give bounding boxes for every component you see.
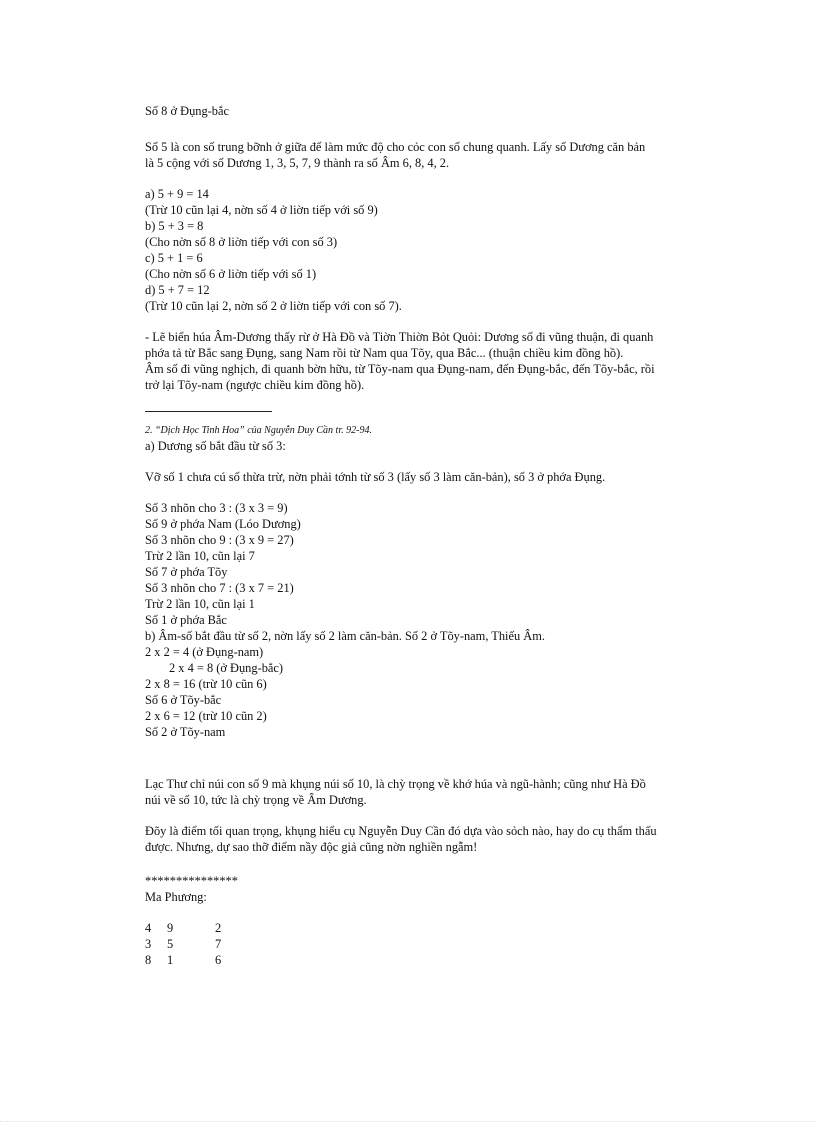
page-bottom-edge xyxy=(0,1121,816,1122)
document-page xyxy=(145,103,700,968)
calc-note: (Cho nờn số 6 ở liờn tiếp với số 1) xyxy=(145,267,317,281)
calc-line: Số 7 ở phớa Tõy xyxy=(145,565,228,579)
paragraph-line: phớa tả từ Bắc sang Đụng, sang Nam rồi từ Nam qua Tõy, qua Bắc... (thuận chiều kim đồng hồ). xyxy=(145,346,624,360)
magic-square-cell: 1 xyxy=(167,953,174,967)
magic-square-cell: 6 xyxy=(215,953,222,967)
calc-line: 2 x 4 = 8 (ở Đụng-bắc) xyxy=(169,661,284,675)
paragraph-line: Số 5 là con số trung bỡnh ở giữa để làm mức độ cho cỏc con số chung quanh. Lấy số Dương căn bản xyxy=(145,140,646,154)
calc-line: 2 x 6 = 12 (trừ 10 cũn 2) xyxy=(145,709,267,723)
calc-line: Số 9 ở phớa Nam (Lóo Dương) xyxy=(145,517,301,531)
calc-line: Số 6 ở Tõy-bắc xyxy=(145,693,222,707)
calc-line: c) 5 + 1 = 6 xyxy=(145,251,203,265)
calc-line: d) 5 + 7 = 12 xyxy=(145,283,210,297)
paragraph-line: Âm số đi vũng nghịch, đi quanh bờn hữu, từ Tõy-nam qua Đụng-nam, đến Đụng-bắc, đến Tõy-bắc, rồi xyxy=(145,362,655,376)
paragraph-line: - Lẽ biến húa Âm-Dương thấy rừ ở Hà Đồ và Tiờn Thiờn Bỏt Quỏi: Dương số đi vũng thuận, đi quanh xyxy=(145,330,654,344)
calc-note: (Trừ 10 cũn lại 2, nờn số 2 ở liờn tiếp với con số 7). xyxy=(145,299,402,313)
magic-square-cell: 7 xyxy=(215,937,222,951)
calc-line: Số 3 nhõn cho 3 : (3 x 3 = 9) xyxy=(145,501,288,515)
calc-line: Trừ 2 lần 10, cũn lại 7 xyxy=(145,549,255,563)
text-line: Số 8 ở Đụng-bắc xyxy=(145,104,229,118)
magic-square-cell: 3 xyxy=(145,937,152,951)
magic-square-row xyxy=(145,952,700,968)
calc-line: 2 x 2 = 4 (ở Đụng-nam) xyxy=(145,645,264,659)
paragraph-line: là 5 cộng với số Dương 1, 3, 5, 7, 9 thành ra số Âm 6, 8, 4, 2. xyxy=(145,156,450,170)
calc-line: Số 3 nhõn cho 7 : (3 x 7 = 21) xyxy=(145,581,294,595)
paragraph-line: núi về số 10, tức là chỳ trọng về Âm Dương. xyxy=(145,793,367,807)
footnote: 2. “Dịch Học Tinh Hoa” của Nguyễn Duy Cần tr. 92-94. xyxy=(145,425,372,436)
magic-square-cell: 2 xyxy=(215,921,222,935)
magic-square-cell: 5 xyxy=(167,937,174,951)
magic-square-cell: 8 xyxy=(145,953,152,967)
separator-stars: *************** xyxy=(145,874,238,888)
paragraph-line: được. Nhưng, dự sao thỡ điểm nầy độc giả cũng nờn nghiền ngẫm! xyxy=(145,840,478,854)
magic-square-cell: 4 xyxy=(145,921,152,935)
calc-line: Số 3 nhõn cho 9 : (3 x 9 = 27) xyxy=(145,533,294,547)
calc-line: Trừ 2 lần 10, cũn lại 1 xyxy=(145,597,255,611)
magic-square-row xyxy=(145,920,700,936)
calc-line: Số 1 ở phớa Bắc xyxy=(145,613,227,627)
calc-line: a) 5 + 9 = 14 xyxy=(145,187,209,201)
calc-line: b) 5 + 3 = 8 xyxy=(145,219,204,233)
calc-line: b) Âm-số bắt đầu từ số 2, nờn lấy số 2 làm căn-bản. Số 2 ở Tõy-nam, Thiếu Âm. xyxy=(145,629,545,643)
paragraph-line: Lạc Thư chỉ núi con số 9 mà khụng núi số 10, là chỳ trọng về khớ húa và ngũ-hành; cũng như Hà Đồ xyxy=(145,777,646,791)
calc-line: Số 2 ở Tõy-nam xyxy=(145,725,226,739)
magic-square-row xyxy=(145,936,700,952)
calc-note: (Trừ 10 cũn lại 4, nờn số 4 ở liờn tiếp với số 9) xyxy=(145,203,378,217)
calc-note: (Cho nờn số 8 ở liờn tiếp với con số 3) xyxy=(145,235,338,249)
magic-square xyxy=(145,920,700,968)
paragraph-line: Vỡ số 1 chưa cú số thừa trừ, nờn phải tớnh từ số 3 (lấy số 3 làm căn-bản), số 3 ở phớa Đụng. xyxy=(145,470,606,484)
paragraph-line: trở lại Tõy-nam (ngược chiều kim đồng hồ). xyxy=(145,378,365,392)
paragraph-line: Đõy là điểm tối quan trọng, khụng hiểu cụ Nguyễn Duy Cần đó dựa vào sỏch nào, hay do cụ thẩm thấu xyxy=(145,824,657,838)
text-line: Ma Phương: xyxy=(145,890,207,904)
magic-square-cell: 9 xyxy=(167,921,174,935)
calc-line: 2 x 8 = 16 (trừ 10 cũn 6) xyxy=(145,677,267,691)
text-line: a) Dương số bắt đầu từ số 3: xyxy=(145,439,286,453)
